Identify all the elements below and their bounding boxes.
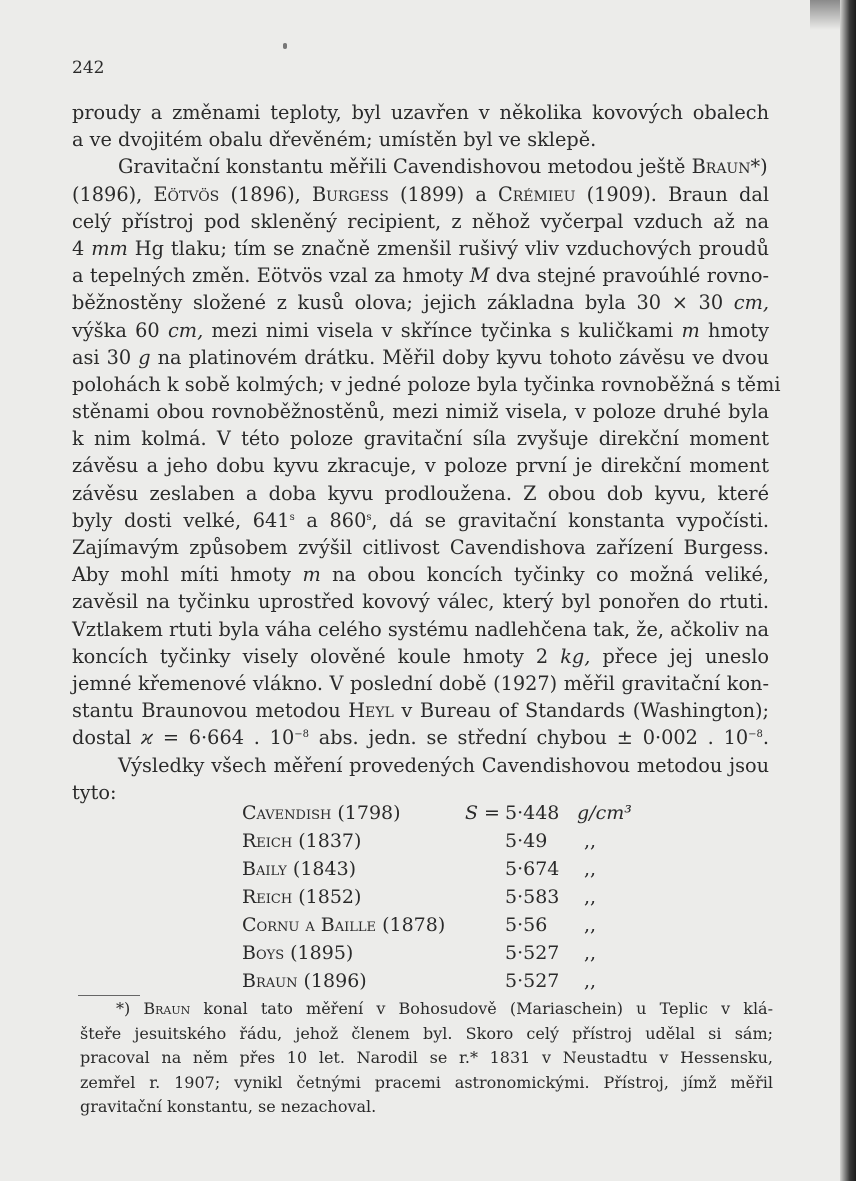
text-line: byly dosti velké, 641$^s$ a 860$^s$, dá se gravitační konstanta vypočísti. xyxy=(72,508,769,532)
text-line: dostal ϰ = 6·664 . $10^{-8}$ abs. jedn. se střední chybou ± 0·002 . $10^{-8}$. xyxy=(72,726,769,750)
result-row: Reich (1852) 5·583 ,, xyxy=(242,886,597,908)
text-line: 4 mm Hg tlaku; tím se značně zmenšil rušivý vliv vzduchových proudů xyxy=(72,236,769,260)
page-number: 242 xyxy=(72,58,105,78)
text-line: a tepelných změn. Eötvös vzal za hmoty M dva stejné pravoúhlé rovno- xyxy=(72,264,769,288)
text-line: jemné křemenové vlákno. V poslední době (1927) měřil gravitační kon- xyxy=(72,671,769,695)
footnote-divider xyxy=(78,995,140,996)
text-line: závěsu a jeho dobu kyvu zkracuje, v poloze první je direkční moment xyxy=(72,454,769,478)
text-line: proudy a změnami teploty, byl uzavřen v několika kovových obalech xyxy=(72,101,769,124)
result-row: Reich (1837) 5·49 ,, xyxy=(242,830,597,852)
text-line: zavěsil na tyčinku uprostřed kovový válec, který byl ponořen do rtuti. xyxy=(72,590,769,614)
text-line: Vztlakem rtuti byla váha celého systému nadlehčena tak, že, ačkoliv na xyxy=(72,617,769,641)
result-row: Cornu a Baille (1878) 5·56 ,, xyxy=(242,914,597,936)
text-line: tyto: xyxy=(72,780,117,804)
text-line: (1896), Eötvös (1896), Burgess (1899) a Crémieu (1909). Braun dal xyxy=(72,182,769,206)
page-corner-shadow xyxy=(810,0,840,30)
author-name: Braun xyxy=(691,155,751,179)
footnote-line: *) Braun konal tato měření v Bohosudově (Mariaschein) u Teplic v klá- xyxy=(116,999,774,1018)
author-name: Heyl xyxy=(348,699,394,723)
footnote xyxy=(80,997,773,1120)
text-line: stantu Braunovou metodou Heyl v Bureau of Standards (Washington); xyxy=(72,699,769,723)
text-line: Gravitační konstantu měřili Cavendishovou metodou ještě Braun*) xyxy=(118,155,768,179)
text-line: Výsledky všech měření provedených Cavendishovou metodou jsou xyxy=(118,753,769,777)
author-name: Eötvös xyxy=(153,182,220,206)
author-name: Crémieu xyxy=(498,182,576,206)
text-line: celý přístroj pod skleněný recipient, z něhož vyčerpal vzduch až na xyxy=(72,209,769,233)
result-row: Cavendish (1798) S = 5·448 g/cm³ xyxy=(242,802,632,824)
text-line: stěnami obou rovnoběžnostěnů, mezi nimiž visela, v poloze druhé byla xyxy=(72,400,769,424)
footnote-line: pracoval na něm přes 10 let. Narodil se r.* 1831 v Neustadtu v Hessensku, xyxy=(80,1048,773,1067)
text-line: k nim kolmá. V této poloze gravitační síla zvyšuje direkční moment xyxy=(72,427,769,451)
text-line: Zajímavým způsobem zvýšil citlivost Cavendishova zařízení Burgess. xyxy=(72,536,769,559)
result-row: Baily (1843) 5·674 ,, xyxy=(242,858,597,880)
text-line: závěsu zeslaben a doba kyvu prodloužena. Z obou dob kyvu, které xyxy=(72,481,769,505)
author-name: Braun xyxy=(143,999,191,1018)
text-line: asi 30 g na platinovém drátku. Měřil doby kyvu tohoto závěsu ve dvou xyxy=(72,345,769,369)
text-line: Aby mohl míti hmoty m na obou koncích tyčinky co možná veliké, xyxy=(72,563,770,587)
author-name: Burgess xyxy=(311,182,389,206)
text-line: běžnostěny složené z kusů olova; jejich základna byla 30 × 30 cm, xyxy=(72,291,769,315)
page-edge-shadow xyxy=(840,0,856,1181)
text-line: koncích tyčinky visely olověné koule hmoty 2 kg, přece jej uneslo xyxy=(72,644,769,668)
main-text xyxy=(72,99,781,806)
footnote-line: zemřel r. 1907; vynikl četnými pracemi astronomickými. Přístroj, jímž měřil xyxy=(80,1072,773,1092)
text-line: výška 60 cm, mezi nimi visela v skřínce tyčinka s kuličkami m hmoty xyxy=(72,318,769,342)
text-line: a ve dvojitém obalu dřevěném; umístěn byl ve sklepě. xyxy=(72,128,597,152)
result-row: Boys (1895) 5·527 ,, xyxy=(242,942,597,964)
text-line: polohách k sobě kolmých; v jedné poloze byla tyčinka rovnoběžná s těmi xyxy=(72,372,781,396)
result-row: Braun (1896) 5·527 ,, xyxy=(242,970,597,992)
print-mark xyxy=(283,43,287,49)
footnote-line: gravitační konstantu, se nezachoval. xyxy=(80,1097,377,1116)
footnote-line: šteře jesuitského řádu, jehož členem byl. Skoro celý přístroj udělal si sám; xyxy=(80,1023,773,1043)
